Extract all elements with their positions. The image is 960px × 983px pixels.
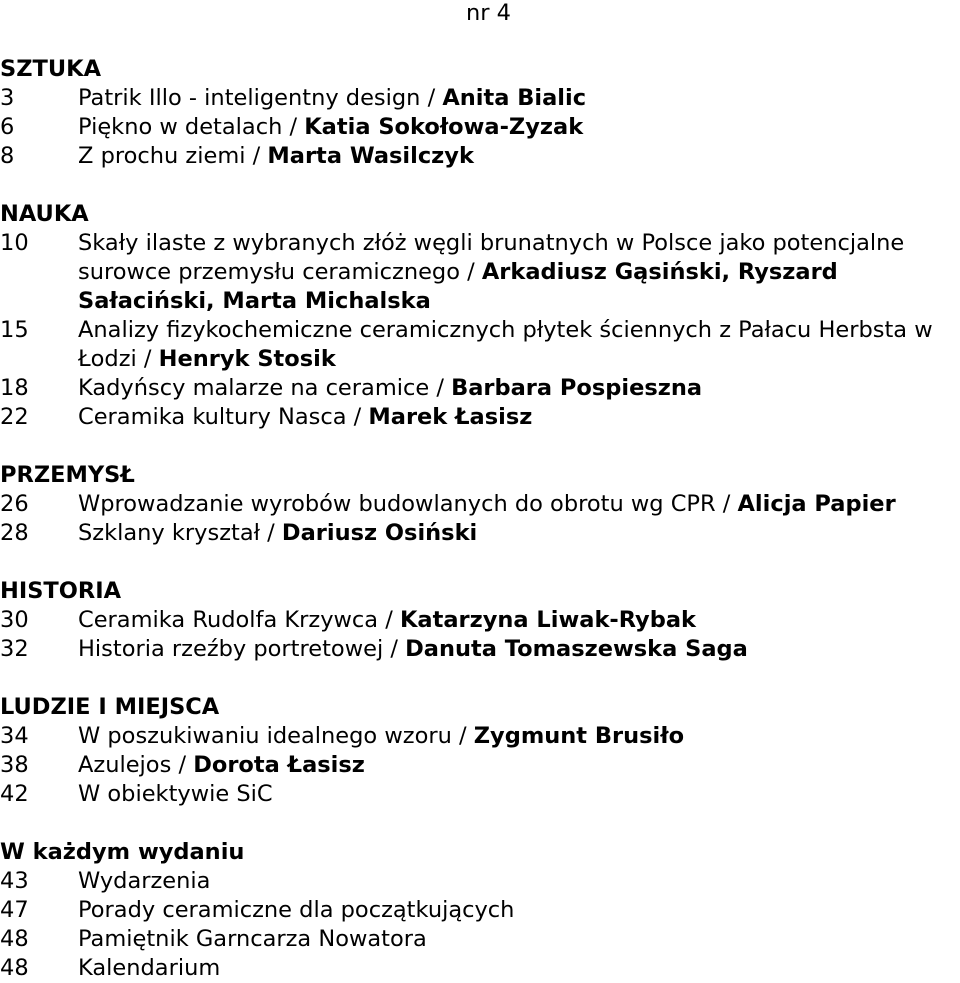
entry-text	[78, 925, 960, 954]
toc-entry	[0, 925, 960, 954]
page-number: 48	[0, 926, 29, 952]
page-number: 26	[0, 491, 29, 517]
page-number: 10	[0, 230, 29, 256]
article-title: Ceramika Rudolfa Krzywca	[78, 607, 379, 633]
section-title: LUDZIE I MIEJSCA	[0, 694, 220, 720]
toc-entry	[0, 113, 960, 142]
toc-entry	[0, 403, 960, 432]
toc-entry	[0, 142, 960, 171]
entry-text: Skały ilaste z wybranych złóż węgli brunatnych w Polsce jako potencjalne surowce przemysłu ceramicznego / Arkadiusz Gąsiński, Ryszard Sałaciński, Marta Michalska	[78, 230, 905, 314]
entry-text: W poszukiwaniu idealnego wzoru / Zygmunt Brusiło	[78, 723, 685, 749]
section-title: HISTORIA	[0, 578, 121, 604]
page-number: 15	[0, 317, 29, 343]
article-title: Porady ceramiczne dla początkujących	[78, 897, 515, 923]
toc-entry	[0, 316, 960, 374]
entry-text: Kadyńscy malarze na ceramice / Barbara Pospieszna	[78, 375, 703, 401]
issue-number: nr 4	[466, 0, 511, 26]
entry-text: Historia rzeźby portretowej / Danuta Tomaszewska Saga	[78, 636, 748, 662]
article-author: Barbara Pospieszna	[451, 375, 703, 401]
article-title: Piękno w detalach	[78, 114, 283, 140]
page-number: 6	[0, 114, 15, 140]
article-title: W obiektywie SiC	[78, 781, 273, 807]
section-historia	[0, 577, 960, 664]
article-title: Szklany kryształ	[78, 520, 261, 546]
section-title: W każdym wydaniu	[0, 839, 245, 865]
page-number: 3	[0, 85, 15, 111]
toc-entry	[0, 84, 960, 113]
article-title: Wydarzenia	[78, 868, 211, 894]
page-number: 38	[0, 752, 29, 778]
section-w-kazdym-wydaniu	[0, 838, 960, 983]
article-author: Dorota Łasisz	[193, 752, 365, 778]
entry-text: Analizy fizykochemiczne ceramicznych płytek ściennych z Pałacu Herbsta w Łodzi / Henryk Stosik	[78, 317, 933, 372]
entry-text: Ceramika Rudolfa Krzywca / Katarzyna Liwak-Rybak	[78, 607, 696, 633]
toc-entry	[0, 490, 960, 519]
toc-entry	[0, 896, 960, 925]
article-title: Skały ilaste z wybranych złóż węgli brunatnych w Polsce jako potencjalne surowce przemysłu ceramicznego	[78, 230, 905, 285]
page-number: 8	[0, 143, 15, 169]
article-author: Dariusz Osiński	[281, 520, 478, 546]
entry-text: Azulejos / Dorota Łasisz	[78, 752, 365, 778]
page-number: 18	[0, 375, 29, 401]
toc-entry	[0, 519, 960, 548]
page-number: 30	[0, 607, 29, 633]
toc-entry	[0, 867, 960, 896]
article-author: Henryk Stosik	[158, 346, 336, 372]
article-title: Azulejos	[78, 752, 172, 778]
article-author: Arkadiusz Gąsiński, Ryszard Sałaciński, Marta Michalska	[78, 259, 838, 314]
section-nauka	[0, 200, 960, 432]
section-ludzie-i-miejsca	[0, 693, 960, 809]
article-author: Zygmunt Brusiło	[473, 723, 685, 749]
article-title: Ceramika kultury Nasca	[78, 404, 347, 430]
toc-entry	[0, 635, 960, 664]
article-author: Marta Wasilczyk	[267, 143, 474, 169]
article-title: Pamiętnik Garncarza Nowatora	[78, 926, 427, 952]
toc-entry	[0, 606, 960, 635]
article-author: Danuta Tomaszewska Saga	[405, 636, 748, 662]
article-author: Alicja Papier	[737, 491, 896, 517]
article-author: Katia Sokołowa-Zyzak	[304, 114, 584, 140]
section-title: NAUKA	[0, 201, 89, 227]
page-number: 43	[0, 868, 29, 894]
toc-entry	[0, 722, 960, 751]
page-number: 34	[0, 723, 29, 749]
page-number: 47	[0, 897, 29, 923]
entry-text	[78, 954, 960, 983]
page-number: 48	[0, 955, 29, 981]
entry-text: Patrik Illo - inteligentny design / Anita Bialic	[78, 85, 587, 111]
page-number: 22	[0, 404, 29, 430]
article-author: Katarzyna Liwak-Rybak	[399, 607, 696, 633]
section-sztuka	[0, 55, 960, 171]
entry-text	[78, 867, 960, 896]
entry-text: Wprowadzanie wyrobów budowlanych do obrotu wg CPR / Alicja Papier	[78, 491, 896, 517]
toc-entry	[0, 374, 960, 403]
section-title: PRZEMYSŁ	[0, 462, 135, 488]
article-title: Z prochu ziemi	[78, 143, 246, 169]
section-title: SZTUKA	[0, 56, 101, 82]
page-number: 28	[0, 520, 29, 546]
article-author: Anita Bialic	[442, 85, 587, 111]
entry-text: Z prochu ziemi / Marta Wasilczyk	[78, 143, 474, 169]
article-title: Analizy fizykochemiczne ceramicznych płytek ściennych z Pałacu Herbsta w Łodzi	[78, 317, 933, 372]
section-przemysl	[0, 461, 960, 548]
toc-entry	[0, 229, 960, 316]
article-title: W poszukiwaniu idealnego wzoru	[78, 723, 452, 749]
article-title: Historia rzeźby portretowej	[78, 636, 384, 662]
toc-entry	[0, 954, 960, 983]
article-title: Kadyńscy malarze na ceramice	[78, 375, 430, 401]
page-number: 42	[0, 781, 29, 807]
entry-text: Piękno w detalach / Katia Sokołowa-Zyzak	[78, 114, 584, 140]
entry-text	[78, 896, 960, 925]
article-title: Wprowadzanie wyrobów budowlanych do obrotu wg CPR	[78, 491, 716, 517]
article-title: Kalendarium	[78, 955, 221, 981]
article-title: Patrik Illo - inteligentny design	[78, 85, 421, 111]
table-of-contents	[0, 55, 960, 983]
toc-entry	[0, 780, 960, 809]
entry-text	[78, 780, 960, 809]
entry-text: Ceramika kultury Nasca / Marek Łasisz	[78, 404, 533, 430]
entry-text: Szklany kryształ / Dariusz Osiński	[78, 520, 478, 546]
page-number: 32	[0, 636, 29, 662]
article-author: Marek Łasisz	[368, 404, 533, 430]
toc-entry	[0, 751, 960, 780]
